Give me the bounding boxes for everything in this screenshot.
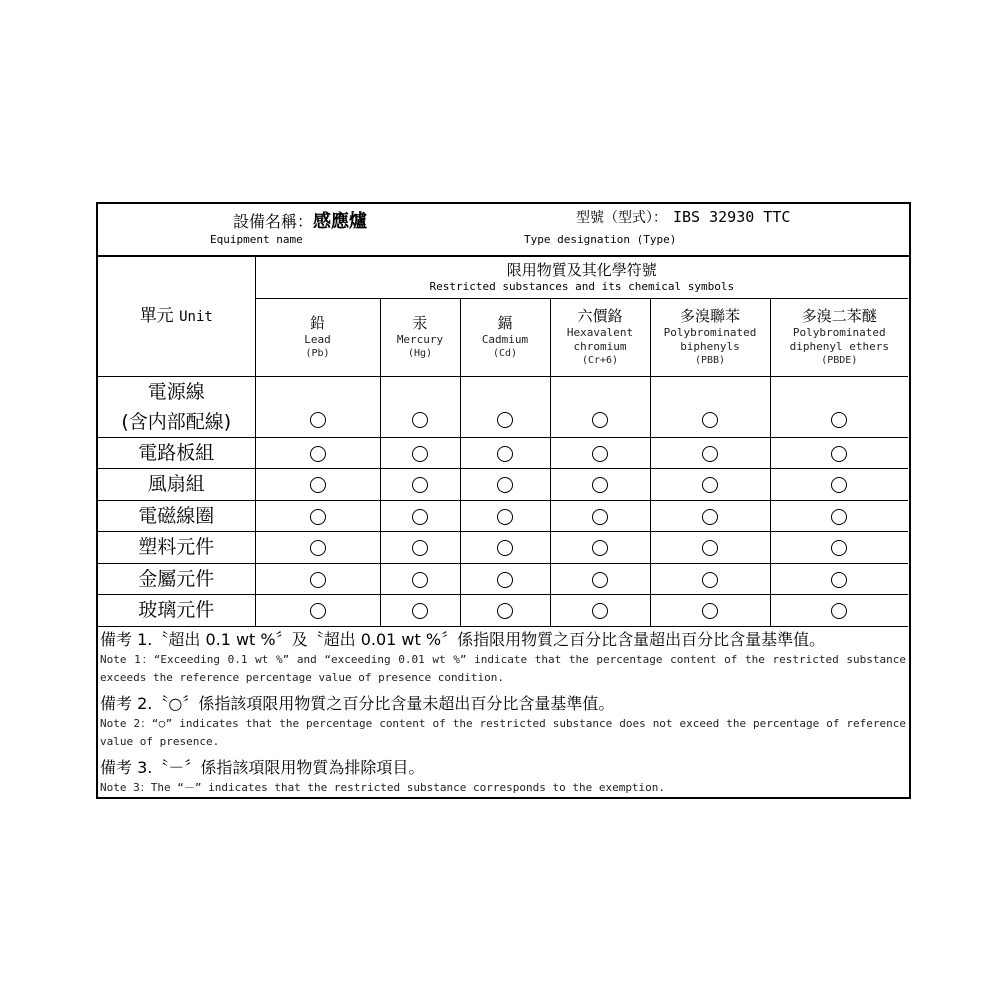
compliance-circle-mark (310, 412, 326, 428)
mark-cell (770, 500, 908, 532)
compliance-circle-mark (831, 540, 847, 556)
type-value: IBS 32930 TTC (673, 208, 791, 226)
compliance-circle-mark (702, 477, 718, 493)
mark-cell (550, 437, 650, 469)
substance-name-en: Polybrominated diphenyl ethers (789, 325, 889, 353)
mark-cell (650, 469, 770, 501)
component-name-cell (98, 469, 255, 501)
compliance-circle-mark (497, 412, 513, 428)
compliance-circle-mark (702, 412, 718, 428)
compliance-circle-mark (310, 509, 326, 525)
substance-symbol: (Pb) (305, 347, 330, 359)
mark-cell (255, 500, 380, 532)
compliance-circle-mark (412, 603, 428, 619)
mark-cell (770, 595, 908, 627)
substance-symbol: (Cr+6) (581, 354, 619, 366)
type-label-en: Type designation (Type) (524, 233, 677, 246)
compliance-circle-mark (412, 540, 428, 556)
equipment-label-zh: 設備名稱： (233, 212, 314, 231)
substance-header-pb (255, 298, 380, 376)
compliance-circle-mark (497, 572, 513, 588)
mark-cell (550, 595, 650, 627)
mark-cell (460, 595, 550, 627)
unit-header-en: Unit (179, 309, 213, 325)
component-row (98, 532, 908, 564)
mark-cell (650, 563, 770, 595)
compliance-circle-mark (702, 540, 718, 556)
mark-cell (460, 437, 550, 469)
compliance-circle-mark (592, 446, 608, 462)
substance-name-en: Cadmium (481, 332, 529, 346)
substance-name-en: Hexavalent chromium (566, 325, 634, 353)
mark-cell (255, 532, 380, 564)
compliance-circle-mark (831, 412, 847, 428)
compliance-circle-mark (310, 540, 326, 556)
compliance-circle-mark (592, 603, 608, 619)
component-row (98, 595, 908, 627)
substance-header-cd (460, 298, 550, 376)
compliance-circle-mark (702, 603, 718, 619)
restricted-header-en: Restricted substances and its chemical symbols (429, 280, 735, 294)
compliance-circle-mark (497, 477, 513, 493)
substance-name-zh: 六價鉻 (577, 306, 623, 325)
compliance-circle-mark (310, 603, 326, 619)
substance-name-zh: 鉛 (309, 313, 325, 332)
compliance-circle-mark (310, 572, 326, 588)
substance-symbol: (PBB) (694, 354, 726, 366)
component-name-cell (98, 376, 255, 437)
mark-cell (460, 469, 550, 501)
compliance-circle-mark (497, 446, 513, 462)
mark-cell (650, 376, 770, 437)
unit-header-zh: 單元 (139, 306, 174, 326)
note-2-zh: 備考 2.〝○〞係指該項限用物質之百分比含量未超出百分比含量基準值。 (100, 694, 615, 713)
component-name: 電磁線圈 (138, 504, 215, 527)
substance-symbol: (Cd) (492, 347, 518, 359)
compliance-circle-mark (497, 540, 513, 556)
component-name-cell (98, 532, 255, 564)
component-name-cell (98, 437, 255, 469)
mark-cell (460, 532, 550, 564)
compliance-circle-mark (831, 477, 847, 493)
compliance-circle-mark (412, 572, 428, 588)
rohs-declaration-table (96, 202, 911, 799)
substance-name-zh: 汞 (412, 313, 428, 332)
component-row (98, 469, 908, 501)
equipment-name-value: 感應爐 (313, 211, 368, 232)
note-3-zh: 備考 3.〝－〞係指該項限用物質為排除項目。 (100, 758, 425, 777)
component-row (98, 376, 908, 437)
note-1-en: Note 1：“Exceeding 0.1 wt %” and “exceeding 0.01 wt %” indicate that the percentage content of the restricted substance exceeds the reference percentage value of presence condition. (100, 653, 906, 684)
mark-cell (380, 563, 460, 595)
mark-cell (380, 500, 460, 532)
compliance-circle-mark (831, 572, 847, 588)
mark-cell (770, 469, 908, 501)
mark-cell (255, 595, 380, 627)
compliance-circle-mark (831, 603, 847, 619)
substance-name-zh: 多溴二苯醚 (801, 306, 877, 325)
component-name: 電源線 (147, 380, 205, 403)
compliance-circle-mark (831, 509, 847, 525)
mark-cell (550, 532, 650, 564)
mark-cell (380, 469, 460, 501)
mark-cell (380, 532, 460, 564)
substance-header-hg (380, 298, 460, 376)
compliance-circle-mark (702, 446, 718, 462)
substance-name-zh: 多溴聯苯 (679, 306, 740, 325)
substance-name-en: Mercury (396, 332, 444, 346)
notes-section (98, 629, 908, 797)
compliance-circle-mark (412, 412, 428, 428)
component-row (98, 437, 908, 469)
substance-symbol: (PBDE) (821, 354, 858, 366)
mark-cell (650, 437, 770, 469)
component-name: 電路板組 (138, 441, 215, 464)
substance-name-en: Lead (304, 332, 331, 346)
substance-header-pbde (770, 298, 908, 376)
mark-cell (650, 595, 770, 627)
mark-cell (380, 376, 460, 437)
component-name-cell (98, 595, 255, 627)
note-1-zh: 備考 1.〝超出 0.1 wt %〞及〝超出 0.01 wt %〞係指限用物質之百分比含量超出百分比含量基準值。 (100, 630, 826, 649)
mark-cell (770, 532, 908, 564)
mark-cell (460, 500, 550, 532)
mark-cell (255, 469, 380, 501)
substance-name-zh: 鎘 (497, 313, 513, 332)
note-3-en: Note 3：The “－” indicates that the restricted substance corresponds to the exemption. (100, 781, 666, 794)
substance-symbol: (Hg) (407, 347, 433, 359)
compliance-circle-mark (310, 446, 326, 462)
compliance-circle-mark (310, 477, 326, 493)
component-row (98, 563, 908, 595)
mark-cell (770, 376, 908, 437)
compliance-circle-mark (592, 412, 608, 428)
mark-cell (550, 563, 650, 595)
mark-cell (550, 376, 650, 437)
substance-header-cr6 (550, 298, 650, 376)
equipment-name-line (233, 207, 367, 233)
mark-cell (460, 563, 550, 595)
component-name: 玻璃元件 (138, 599, 215, 622)
compliance-circle-mark (497, 603, 513, 619)
component-name: 風扇組 (147, 473, 205, 496)
compliance-circle-mark (592, 509, 608, 525)
component-name-cell (98, 563, 255, 595)
mark-cell (460, 376, 550, 437)
compliance-circle-mark (592, 477, 608, 493)
mark-cell (770, 563, 908, 595)
mark-cell (770, 437, 908, 469)
note-2-en: Note 2：“○” indicates that the percentage content of the restricted substance does not exceed the percentage of reference value of presence. (100, 717, 906, 748)
component-name: 塑料元件 (138, 536, 215, 559)
mark-cell (255, 563, 380, 595)
compliance-circle-mark (702, 509, 718, 525)
type-label-zh: 型號（型式）： (576, 210, 667, 226)
substance-name-en: Polybrominated biphenyls (663, 325, 757, 353)
mark-cell (255, 376, 380, 437)
compliance-circle-mark (412, 446, 428, 462)
table-header (98, 204, 909, 257)
compliance-circle-mark (412, 477, 428, 493)
compliance-circle-mark (592, 540, 608, 556)
compliance-circle-mark (831, 446, 847, 462)
mark-cell (550, 469, 650, 501)
substance-grid (98, 257, 908, 627)
unit-column-header (98, 257, 255, 376)
restricted-substances-header (255, 257, 908, 298)
component-row (98, 500, 908, 532)
component-name-cell (98, 500, 255, 532)
restricted-header-zh: 限用物質及其化學符號 (506, 261, 657, 280)
mark-cell (380, 595, 460, 627)
mark-cell (550, 500, 650, 532)
compliance-circle-mark (592, 572, 608, 588)
component-name-sub: (含内部配線) (121, 410, 232, 433)
component-name: 金屬元件 (138, 567, 215, 590)
compliance-circle-mark (412, 509, 428, 525)
type-designation-line (576, 207, 790, 227)
compliance-circle-mark (702, 572, 718, 588)
mark-cell (380, 437, 460, 469)
substance-header-pbb (650, 298, 770, 376)
mark-cell (650, 500, 770, 532)
mark-cell (255, 437, 380, 469)
compliance-circle-mark (497, 509, 513, 525)
mark-cell (650, 532, 770, 564)
equipment-label-en: Equipment name (210, 233, 303, 246)
